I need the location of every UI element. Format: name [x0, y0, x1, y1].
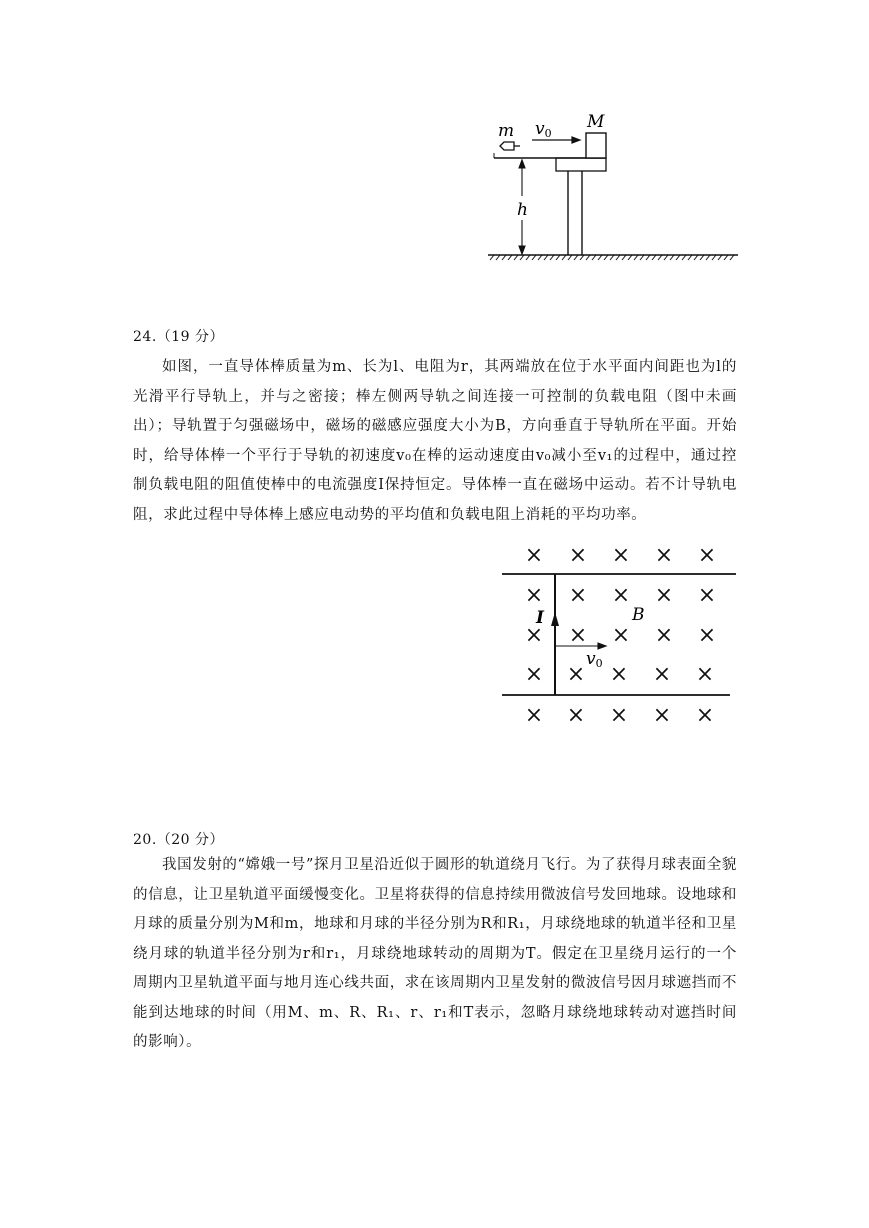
- label-v0: v0: [586, 649, 603, 670]
- field-cross: ×: [524, 623, 544, 648]
- field-cross: ×: [654, 583, 674, 608]
- question-20-header: 20.（20 分）: [133, 832, 225, 848]
- field-cross: ×: [697, 543, 717, 568]
- field-cross: ×: [524, 543, 544, 568]
- field-cross: ×: [609, 703, 629, 728]
- question-24-header: 24.（19 分）: [133, 329, 225, 345]
- field-cross: ×: [654, 623, 674, 648]
- field-cross: ×: [654, 543, 674, 568]
- bullet: [500, 142, 520, 150]
- field-cross: ×: [566, 662, 586, 687]
- field-cross: ×: [609, 662, 629, 687]
- field-crosses: [525, 543, 716, 728]
- magnetic-field-figure: [496, 538, 741, 733]
- label-I: I: [536, 608, 544, 628]
- field-cross: ×: [524, 662, 544, 687]
- field-cross: ×: [568, 583, 588, 608]
- ground: [488, 255, 738, 260]
- block-M: [586, 133, 606, 158]
- label-m: m: [498, 121, 515, 141]
- field-cross: ×: [611, 543, 631, 568]
- field-cross: ×: [611, 623, 631, 648]
- field-cross: ×: [568, 543, 588, 568]
- field-cross: ×: [611, 583, 631, 608]
- projectile-table-figure: [480, 100, 745, 270]
- field-cross: ×: [695, 662, 715, 687]
- label-B: B: [632, 605, 645, 625]
- question-24-body: 如图，一直导体棒质量为m、长为l、电阻为r，其两端放在位于水平面内间距也为l的光滑平行导轨上，并与之密接；棒左侧两导轨之间连接一可控制的负载电阻（图中未画出）；导轨置于匀强磁场中，磁场的磁感应强度大小为B，方向垂直于导轨所在平面。开始时，给导体棒一个平行于导轨的初速度v₀在棒的运动速度由v₀减小至v₁的过程中，通过控制负载电阻的阻值使棒中的电流强度I保持恒定。导体棒一直在磁场中运动。若不计导轨电阻，求此过程中导体棒上感应电动势的平均值和负载电阻上消耗的平均功率。: [133, 359, 737, 523]
- field-cross: ×: [566, 703, 586, 728]
- field-cross: ×: [697, 583, 717, 608]
- label-M: M: [587, 112, 605, 132]
- label-h: h: [517, 200, 528, 220]
- field-cross: ×: [697, 623, 717, 648]
- field-cross: ×: [524, 583, 544, 608]
- field-cross: ×: [695, 703, 715, 728]
- label-v0: v0: [535, 119, 552, 140]
- field-cross: ×: [652, 662, 672, 687]
- question-20-body: 我国发射的“嫦娥一号”探月卫星沿近似于圆形的轨道绕月飞行。为了获得月球表面全貌的信息，让卫星轨道平面缓慢变化。卫星将获得的信息持续用微波信号发回地球。设地球和月球的质量分别为M和m，地球和月球的半径分别为R和R₁，月球绕地球的轨道半径和卫星绕月球的轨道半径分别为r和r₁，月球绕地球转动的周期为T。假定在卫星绕月运行的一个周期内卫星轨道平面与地月连心线共面，求在该周期内卫星发射的微波信号因月球遮挡而不能到达地球的时间（用M、m、R、R₁、r、r₁和T表示，忽略月球绕地球转动对遮挡时间的影响）。: [133, 857, 737, 1050]
- field-cross: ×: [568, 623, 588, 648]
- current-arrow: [551, 612, 559, 626]
- field-cross: ×: [524, 703, 544, 728]
- field-cross: ×: [652, 703, 672, 728]
